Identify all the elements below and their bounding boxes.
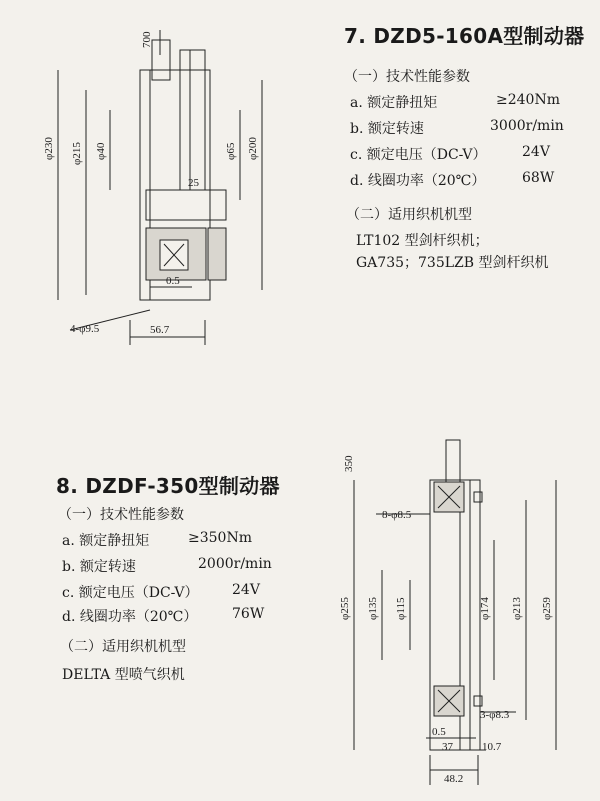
drawing1-shaft: [152, 40, 170, 80]
param-label: c. 额定电压（DC-V）: [62, 585, 199, 601]
section7-param-row: [350, 170, 580, 190]
param-value: ≥350Nm: [188, 530, 252, 546]
section7-param-row: [350, 92, 580, 112]
param-value: 76W: [232, 606, 265, 622]
param-label: a. 额定静扭矩: [350, 95, 438, 111]
param-value: ≥240Nm: [496, 92, 560, 108]
drawing1-dim-phi200: φ200: [247, 137, 259, 160]
drawing1-dim-holes: 4-φ9.5: [70, 323, 100, 335]
drawing2-dim-48-2: 48.2: [444, 773, 464, 785]
brake-drawing-dzdf-350: [330, 420, 600, 801]
drawing1-flange: [146, 190, 226, 220]
param-value: 2000r/min: [198, 556, 272, 572]
section8-param-row: [62, 606, 292, 626]
drawing2-dim-holes-bottom: 3-φ8.3: [480, 709, 510, 721]
drawing2-dim-37: 37: [442, 741, 453, 753]
param-value: 68W: [522, 170, 555, 186]
param-value: 3000r/min: [490, 118, 564, 134]
drawing2-dim-phi259: φ259: [541, 597, 553, 620]
drawing1-dim-phi215: φ215: [71, 142, 83, 165]
drawing2-dim-holes-top: 8-φ8.5: [382, 509, 412, 521]
drawing1-dim-56-7: 56.7: [150, 324, 170, 336]
section8-param-row: [62, 556, 292, 576]
drawing1-hub: [180, 50, 205, 190]
drawing2-dim-phi174: φ174: [479, 597, 491, 620]
section8-loom-line: DELTA 型喷气织机: [62, 667, 185, 683]
drawing1-dim-phi65: φ65: [225, 142, 237, 160]
section8-loom-heading: （二）适用织机机型: [60, 639, 186, 655]
drawing1-dim-0-5: 0.5: [166, 275, 180, 287]
param-label: d. 线圈功率（20℃）: [62, 609, 198, 625]
section8-param-row: [62, 582, 292, 602]
section7-loom-heading: （二）适用织机机型: [346, 207, 472, 223]
drawing1-dim-phi40: φ40: [95, 142, 107, 160]
param-value: 24V: [522, 144, 550, 160]
drawing2-dim-phi115: φ115: [395, 597, 407, 620]
drawing1-dim-25: 25: [188, 177, 199, 189]
section8-perf-heading: （一）技术性能参数: [58, 507, 184, 523]
section7-title: 7. DZD5-160A型制动器: [344, 24, 585, 48]
section7-param-row: [350, 144, 580, 164]
drawing2-dim-phi255: φ255: [339, 597, 351, 620]
param-label: d. 线圈功率（20℃）: [350, 173, 486, 189]
param-value: 24V: [232, 582, 260, 598]
drawing2-dim-phi135: φ135: [367, 597, 379, 620]
section7-loom-line: GA735；735LZB 型剑杆织机: [356, 255, 549, 271]
param-label: a. 额定静扭矩: [62, 533, 150, 549]
param-label: c. 额定电压（DC-V）: [350, 147, 487, 163]
section7-loom-line: LT102 型剑杆织机；: [356, 233, 489, 249]
drawing2-dim-350: 350: [343, 455, 355, 472]
brake-drawing-dzd5-160a: [0, 0, 300, 360]
section7-perf-heading: （一）技术性能参数: [344, 69, 470, 85]
drawing2-dim-phi213: φ213: [511, 597, 523, 620]
section8-param-row: [62, 530, 292, 550]
section8-title: 8. DZDF-350型制动器: [56, 474, 280, 498]
drawing2-dim-0-5: 0.5: [432, 726, 446, 738]
drawing1-dim-700: 700: [141, 31, 153, 48]
drawing1-dim-phi230: φ230: [43, 137, 55, 160]
param-label: b. 额定转速: [62, 559, 136, 575]
param-label: b. 额定转速: [350, 121, 424, 137]
drawing2-dim-10-7: 10.7: [482, 741, 502, 753]
section7-param-row: [350, 118, 580, 138]
